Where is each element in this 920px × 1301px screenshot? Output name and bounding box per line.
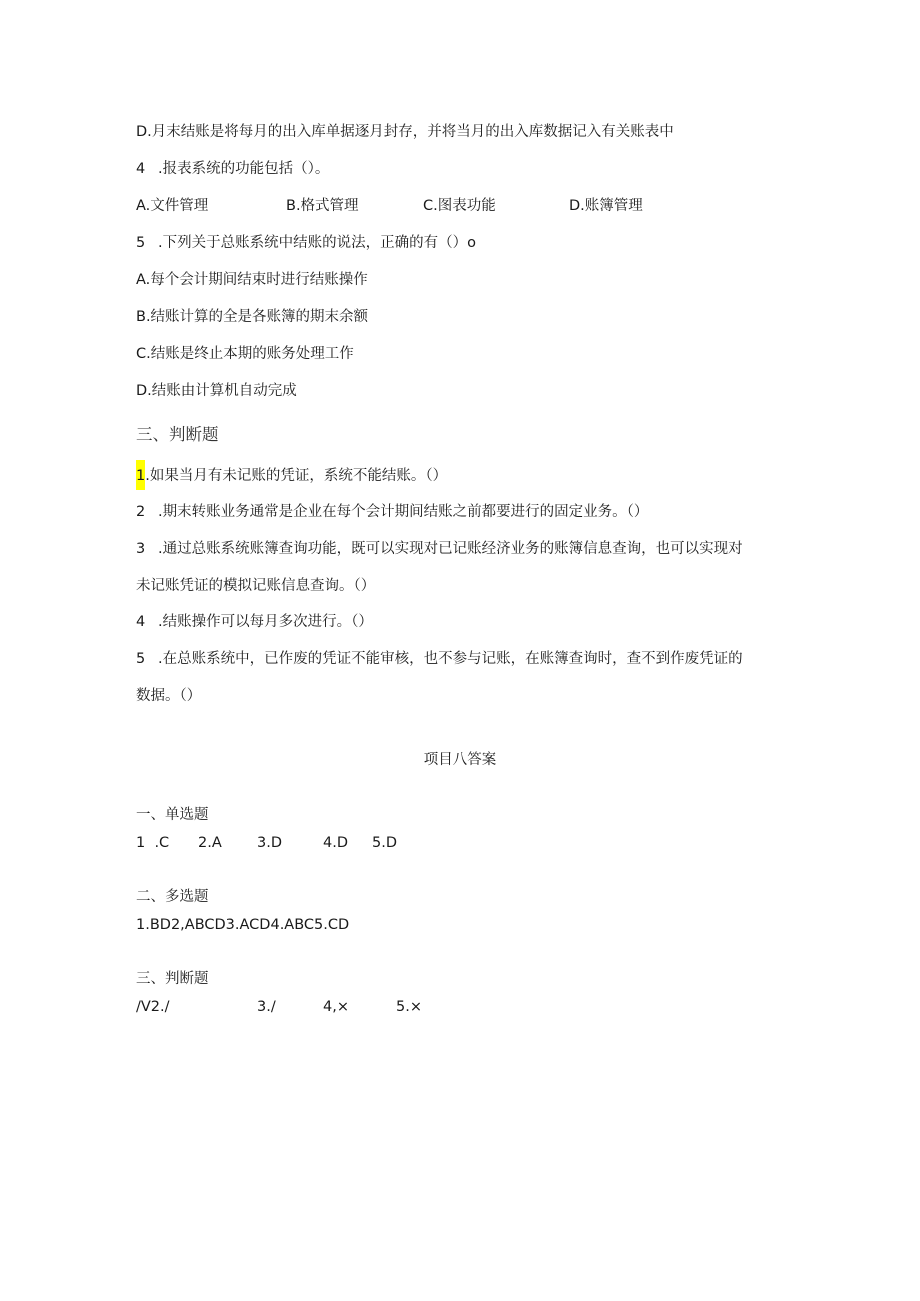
section-title-true-false: 三、判断题	[136, 425, 219, 444]
option-a: A.每个会计期间结束时进行结账操作	[136, 272, 368, 288]
question-text: .结账操作可以每月多次进行。（）	[158, 614, 373, 630]
tf-question-5	[136, 649, 743, 669]
answer-item: 4,×	[323, 999, 349, 1015]
question-text: .通过总账系统账簿查询功能，既可以实现对已记账经济业务的账簿信息查询，也可以实现对	[158, 541, 743, 557]
option-b: B.格式管理	[286, 198, 359, 214]
answers-multi-title: 二、多选题	[136, 889, 209, 905]
question-text: .下列关于总账系统中结账的说法，正确的有（）o	[158, 235, 476, 251]
tf-question-3-continued: 未记账凭证的模拟记账信息查询。（）	[136, 578, 376, 594]
answer-item: 2.A	[198, 835, 222, 851]
tf-question-4	[136, 612, 373, 632]
question-number: 1	[136, 460, 145, 490]
answers-tf-title: 三、判断题	[136, 971, 209, 987]
answer-item: 1 .C	[136, 835, 170, 851]
question-5	[136, 233, 476, 253]
answer-item: 5.×	[396, 999, 422, 1015]
tf-question-2	[136, 502, 648, 522]
question-4-options	[136, 196, 736, 216]
tf-question-5-continued: 数据。（）	[136, 688, 202, 704]
option-d: D.结账由计算机自动完成	[136, 383, 297, 399]
answer-item: 3.D	[257, 835, 282, 851]
answer-item: 5.D	[372, 835, 397, 851]
answers-single-list	[136, 833, 536, 853]
tf-question-1	[136, 466, 447, 486]
question-text: .在总账系统中，已作废的凭证不能审核，也不参与记账，在账簿查询时，查不到作废凭证的	[158, 651, 743, 667]
option-c: C.结账是终止本期的账务处理工作	[136, 346, 354, 362]
option-a: A.文件管理	[136, 198, 209, 214]
question-text: .期末转账业务通常是企业在每个会计期间结账之前都要进行的固定业务。（）	[158, 504, 649, 520]
option-b: B.结账计算的全是各账簿的期末余额	[136, 309, 369, 325]
question-number: 4	[136, 161, 146, 177]
question-number: 3	[136, 541, 146, 557]
question-text: .报表系统的功能包括（）。	[158, 161, 330, 177]
tf-question-3	[136, 539, 743, 559]
answers-multi-text: 1.BD2,ABCD3.ACD4.ABC5.CD	[136, 917, 350, 933]
answers-single-title: 一、单选题	[136, 807, 209, 823]
question-number: 4	[136, 614, 146, 630]
option-d: D.账簿管理	[569, 198, 643, 214]
answer-item: 4.D	[323, 835, 348, 851]
question-text: .如果当月有未记账的凭证，系统不能结账。（）	[145, 468, 448, 484]
option-d-month-end: D.月末结账是将每月的出入库单据逐月封存，并将当月的出入库数据记入有关账表中	[136, 124, 674, 140]
question-number: 5	[136, 651, 146, 667]
answer-item: /V2./	[136, 999, 170, 1015]
option-c: C.图表功能	[423, 198, 496, 214]
question-number: 5	[136, 235, 146, 251]
answers-tf-list	[136, 997, 536, 1017]
answer-item: 3./	[257, 999, 276, 1015]
question-number: 2	[136, 504, 146, 520]
answers-title: 项目八答案	[423, 752, 497, 768]
question-4	[136, 159, 329, 179]
